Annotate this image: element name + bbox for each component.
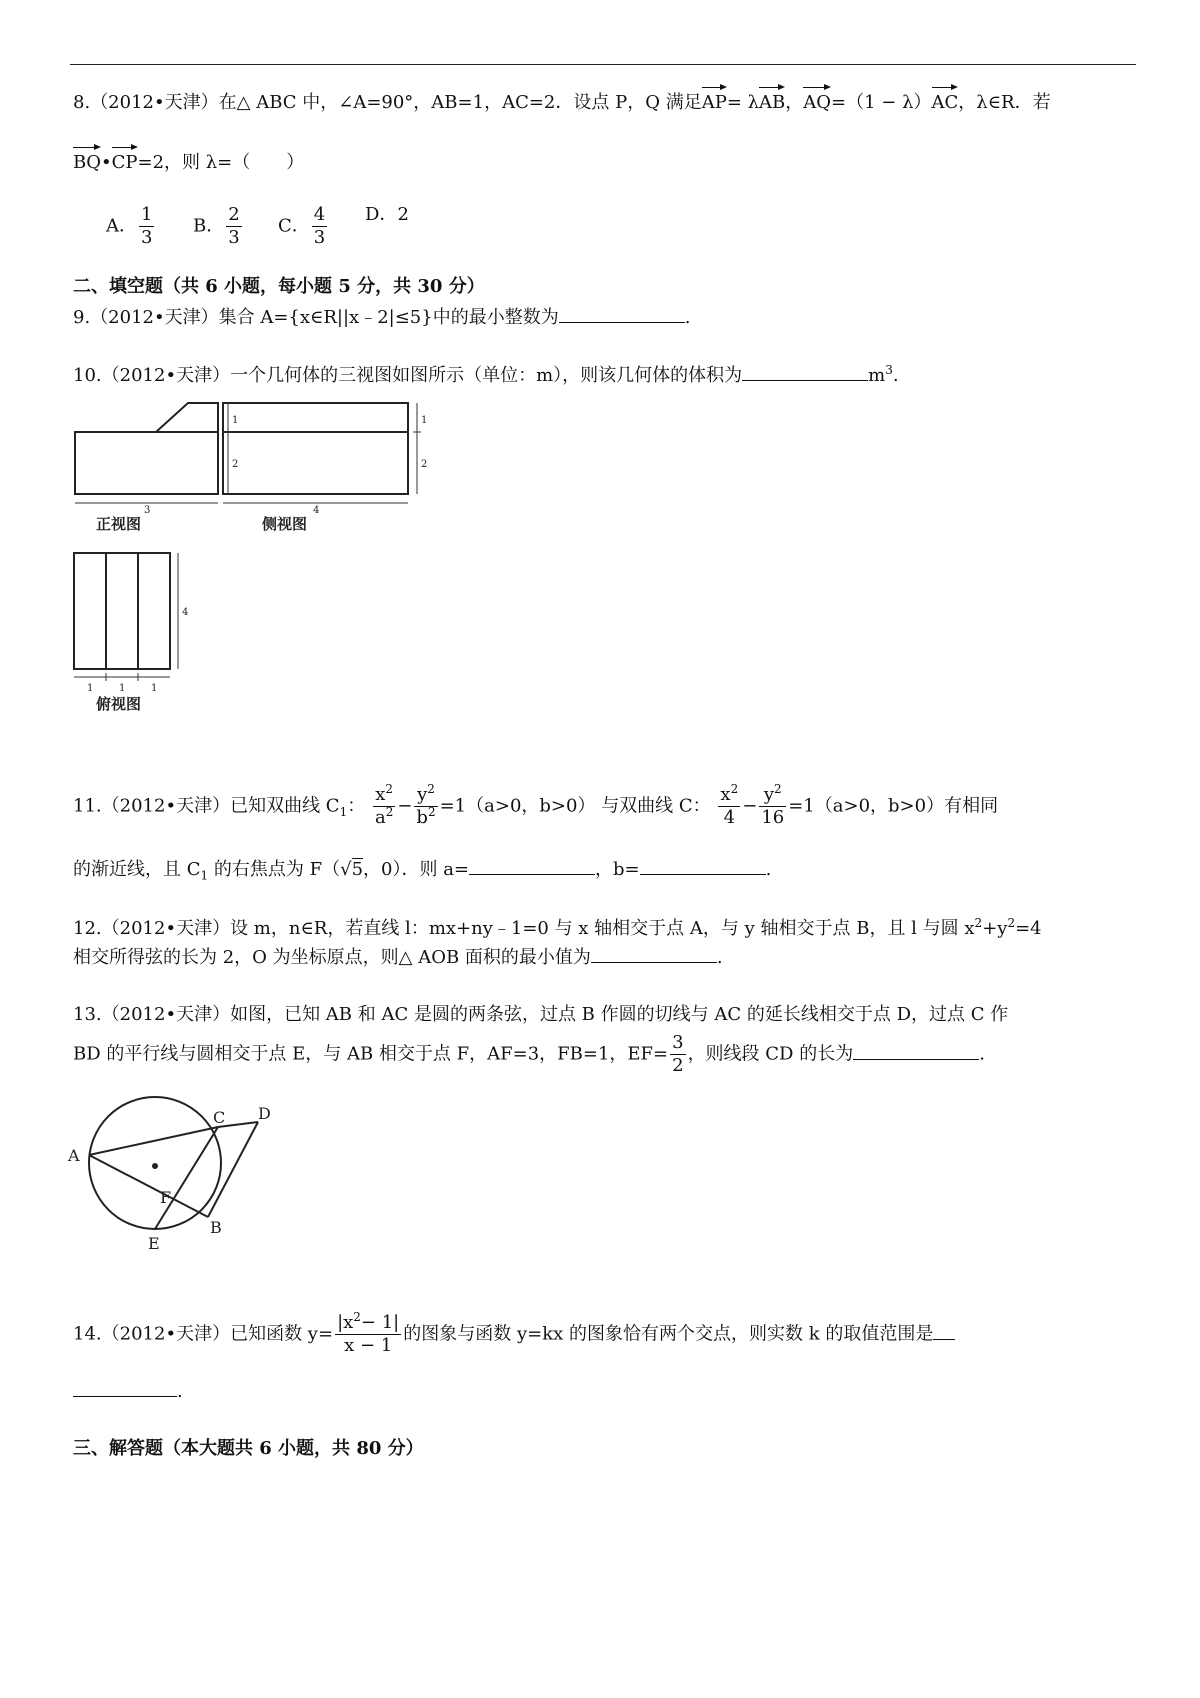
front-view-label: 正视图 <box>96 515 142 533</box>
q14-line1 <box>73 1310 955 1356</box>
chord-ac <box>89 1127 218 1155</box>
section-2-heading: 二、填空题（共 6 小题，每小题 5 分，共 30 分） <box>73 276 485 297</box>
q9-number: 9. <box>73 307 91 328</box>
q11-frac-y-b: $\frac{y^2}{b^2}$ <box>416 782 436 828</box>
vector-ac: AC <box>932 86 959 116</box>
q13-text1: 如图，已知 AB 和 AC 是圆的两条弦，过点 B 作圆的切线与 AC 的延长线相交于点 D，过点 C 作 <box>230 1004 1009 1025</box>
q11-text2: 与双曲线 C： <box>601 795 711 817</box>
q11-answer-a-blank[interactable] <box>469 856 595 875</box>
point-b-label: B <box>210 1218 222 1237</box>
side-dim-h2: 2 <box>421 459 428 470</box>
q14-end: . <box>177 1381 183 1402</box>
q10-unit-exp: 3 <box>885 363 893 377</box>
q11-line2 <box>73 856 771 883</box>
q9-source: （2012•天津） <box>90 307 219 328</box>
q12-number: 12. <box>73 918 102 939</box>
option-b[interactable] <box>193 206 244 247</box>
q14-answer-blank-end[interactable] <box>73 1378 177 1397</box>
front-view-outline <box>75 403 218 494</box>
q11-cond1: =1（a>0，b>0） <box>439 795 596 817</box>
point-d-label: D <box>258 1104 271 1123</box>
vector-ab: AB <box>759 86 785 116</box>
q8-text3: =2，则 λ=（ ） <box>137 152 305 173</box>
q8-number: 8. <box>73 92 91 113</box>
q8-dot: • <box>100 152 112 173</box>
q13-text2a: BD 的平行线与圆相交于点 E，与 AB 相交于点 F，AF=3，FB=1，EF= <box>73 1043 669 1065</box>
q12-plus: +y <box>982 918 1008 939</box>
q8-eq2: =（1 − λ） <box>831 92 932 113</box>
q11-source: （2012•天津） <box>101 795 231 817</box>
q10-unit: m <box>868 365 886 386</box>
q10-text: 一个几何体的三视图如图所示（单位：m），则该几何体的体积为 <box>230 365 743 386</box>
header-rule <box>70 64 1136 65</box>
q8-source: （2012•天津） <box>90 92 219 113</box>
q12-end: . <box>716 947 723 968</box>
q11-frac-x-a: $\frac{x^2}{a^2}$ <box>374 782 394 828</box>
q12-answer-blank[interactable] <box>591 944 717 963</box>
q10-number: 10. <box>73 365 102 386</box>
q14-number: 14. <box>73 1323 102 1345</box>
option-c-fraction: $\frac{4}{3}$ <box>313 204 326 248</box>
circle-figure <box>60 1095 300 1260</box>
side-dim-w: 4 <box>313 505 320 516</box>
q13-source: （2012•天津） <box>101 1004 231 1025</box>
q9-end: . <box>684 307 691 328</box>
q8-text2: ，λ∈R．若 <box>958 92 1051 113</box>
front-dim-w: 3 <box>144 505 151 516</box>
q13-frac-3-2: $\frac{3}{2}$ <box>672 1032 684 1076</box>
option-d-value: 2 <box>397 204 409 225</box>
front-dim-h2: 2 <box>232 459 239 470</box>
point-e-label: E <box>148 1234 160 1253</box>
q12-text1: 设 m，n∈R，若直线 l：mx+ny﹣1=0 与 x 轴相交于点 A，与 y 轴相交于点 B，且 l 与圆 x <box>230 918 975 939</box>
q13-text2b: ，则线段 CD 的长为 <box>687 1043 854 1065</box>
q14-text1: 已知函数 y= <box>230 1323 334 1345</box>
q8-eq1: = λ <box>726 92 760 113</box>
q8-line1 <box>73 86 1051 116</box>
q11-number: 11. <box>73 795 102 817</box>
q12-line1 <box>73 916 1042 942</box>
point-c-label: C <box>213 1108 226 1127</box>
q14-answer-blank-start[interactable] <box>933 1321 955 1340</box>
q11-l2b: 的右焦点为 F（ <box>208 859 341 880</box>
point-f-label: F <box>160 1188 172 1207</box>
q12-text2: 相交所得弦的长为 2，O 为坐标原点，则△ AOB 面积的最小值为 <box>73 947 591 968</box>
q10 <box>73 362 899 389</box>
option-c-label: C． <box>278 215 310 237</box>
option-c[interactable] <box>278 206 329 247</box>
top-dim-w2: 1 <box>119 683 126 694</box>
option-a-label: A． <box>106 215 137 237</box>
q14-source: （2012•天津） <box>101 1323 231 1345</box>
top-view-label: 俯视图 <box>96 695 142 713</box>
q8-line2 <box>73 146 304 176</box>
option-b-fraction: $\frac{2}{3}$ <box>228 204 240 248</box>
three-view-figure <box>60 395 428 725</box>
vector-cp: CP <box>112 146 138 176</box>
side-view-outline <box>223 403 408 494</box>
q14-fraction: $\frac{|x^2- 1|}{x - 1}$ <box>337 1310 400 1356</box>
top-dim-h: 4 <box>182 607 189 618</box>
q12-line2 <box>73 944 723 971</box>
side-view-label: 侧视图 <box>262 515 308 533</box>
q9 <box>73 304 690 331</box>
q11-cond2: =1（a>0，b>0）有相同 <box>788 795 999 817</box>
q11-minus1: − <box>397 795 413 817</box>
front-dim-h1: 1 <box>232 415 239 426</box>
q11-frac-x-4: $\frac{x^2}{4}$ <box>720 782 739 828</box>
side-dim-h1: 1 <box>421 415 428 426</box>
q13-end: . <box>979 1043 985 1065</box>
circle-center <box>152 1163 158 1169</box>
top-dim-w3: 1 <box>151 683 158 694</box>
option-a-fraction: $\frac{1}{3}$ <box>141 204 153 248</box>
q11-end: . <box>765 859 772 880</box>
q11-colon: ： <box>347 795 366 817</box>
q8-comma: ， <box>785 92 804 113</box>
q14-line2 <box>73 1378 183 1405</box>
q12-eq: =4 <box>1015 918 1042 939</box>
q13-number: 13. <box>73 1004 102 1025</box>
q11-minus2: − <box>742 795 758 817</box>
q11-l2d: ，b= <box>595 859 640 880</box>
q11-l2a: 的渐近线，且 C <box>73 859 201 880</box>
q11-frac-y-16: $\frac{y^2}{16}$ <box>761 782 785 828</box>
vector-aq: AQ <box>803 86 831 116</box>
vector-ap: AP <box>702 86 727 116</box>
option-a[interactable] <box>106 206 156 247</box>
q11-text1: 已知双曲线 C <box>230 795 340 817</box>
vector-bq: BQ <box>73 146 101 176</box>
q14-text2: 的图象与函数 y=kx 的图象恰有两个交点，则实数 k 的取值范围是 <box>403 1323 934 1345</box>
top-view-outline <box>74 553 170 669</box>
sqrt-5: √5 <box>340 859 364 880</box>
q10-source: （2012•天津） <box>101 365 231 386</box>
q12-source: （2012•天津） <box>101 918 231 939</box>
q11-l2c: ，0）．则 a= <box>363 859 470 880</box>
q13-line1 <box>73 1002 1008 1028</box>
q9-text: 集合 A={x∈R||x﹣2|≤5}中的最小整数为 <box>218 307 559 328</box>
q13-answer-blank[interactable] <box>853 1041 979 1060</box>
q9-answer-blank[interactable] <box>559 304 685 323</box>
point-a-label: A <box>68 1146 80 1165</box>
top-dim-w1: 1 <box>87 683 94 694</box>
q8-text1: 在△ ABC 中，∠A=90°，AB=1，AC=2．设点 P，Q 满足 <box>218 92 702 113</box>
section-3-heading: 三、解答题（本大题共 6 小题，共 80 分） <box>73 1438 424 1459</box>
q11-c1-sub: 1 <box>339 805 348 820</box>
option-b-label: B． <box>193 215 225 237</box>
q12-sup1: 2 <box>974 916 983 930</box>
segment-ce <box>155 1127 218 1229</box>
q10-answer-blank[interactable] <box>742 362 868 381</box>
q12-sup2: 2 <box>1007 916 1016 930</box>
q11-line1 <box>73 782 999 828</box>
q13-line2 <box>73 1034 985 1075</box>
q10-end: . <box>892 365 899 386</box>
q11-l2-sub: 1 <box>200 868 209 883</box>
q11-answer-b-blank[interactable] <box>640 856 766 875</box>
option-d[interactable] <box>365 200 409 226</box>
option-d-label: D． <box>365 204 398 225</box>
